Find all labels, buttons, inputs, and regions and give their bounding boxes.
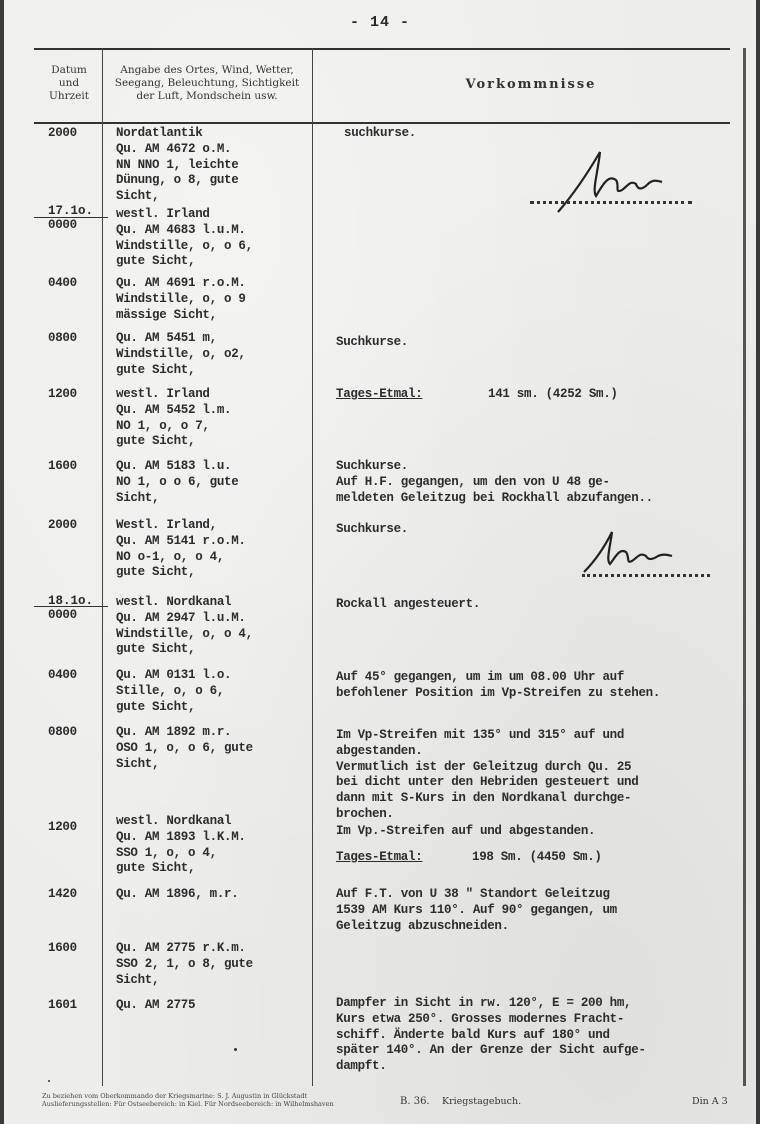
ink-speck: [48, 1080, 50, 1082]
signature-dotted-line: [582, 574, 710, 577]
entry-event: Dampfer in Sicht in rw. 120°, E = 200 hm, Kurs etwa 250°. Grosses modernes Fracht- schiff. Änderte bald Kurs auf 180° und später 140°. An der Grenze der Sicht aufge- dampft.: [336, 996, 646, 1074]
entry-event: Auf F.T. von U 38 " Standort Geleitzug 1539 AM Kurs 110°. Auf 90° gegangen, um Geleitzug abzuschneiden.: [336, 887, 617, 933]
entry-time: 1200: [48, 820, 77, 834]
signature-dotted-line: [530, 201, 692, 204]
ink-speck: [234, 1048, 237, 1051]
entry-time: 1600: [48, 459, 77, 473]
page-number: - 14 -: [349, 14, 410, 31]
entry-time: 0000: [48, 218, 77, 232]
entry-time: 1600: [48, 941, 77, 955]
entry-event: suchkurse.: [344, 126, 417, 140]
footer-title: Kriegstagebuch.: [442, 1096, 522, 1107]
entry-event: Rockall angesteuert.: [336, 597, 481, 611]
entry-time: 1601: [48, 998, 77, 1012]
entry-time: 2000: [48, 518, 77, 532]
entry-place: Qu. AM 2775: [116, 998, 196, 1012]
entry-place: westl. Nordkanal Qu. AM 1893 l.K.M. SSO 1, o, o 4, gute Sicht,: [116, 814, 246, 876]
date-marker: 17.1o.: [48, 204, 94, 218]
header-place-column: Angabe des Ortes, Wind, Wetter, Seegang, Beleuchtung, Sichtigkeit der Luft, Mondschein usw.: [114, 64, 300, 102]
entry-place: Qu. AM 5451 m, Windstille, o, o2, gute Sicht,: [116, 331, 246, 377]
header-date-column: Datum und Uhrzeit: [49, 64, 89, 102]
column-divider-date: [102, 48, 103, 1086]
entry-time: 1420: [48, 887, 77, 901]
table-top-rule: [34, 48, 730, 50]
entry-time: 0400: [48, 668, 77, 682]
entry-event: Suchkurse.: [336, 335, 409, 349]
entry-event: Im Vp.-Streifen auf und abgestanden.: [336, 824, 596, 838]
entry-time: 0800: [48, 725, 77, 739]
entry-place: Westl. Irland, Qu. AM 5141 r.o.M. NO o-1, o, o 4, gute Sicht,: [116, 518, 246, 580]
entry-place: Qu. AM 2775 r.K.m. SSO 2, 1, o 8, gute Sicht,: [116, 941, 253, 987]
entry-place: Qu. AM 1896, m.r.: [116, 887, 239, 901]
daily-run-label: Tages-Etmal:: [336, 387, 423, 401]
entry-time: 0400: [48, 276, 77, 290]
header-bottom-rule: [34, 122, 730, 124]
footer-publisher-note: Zu beziehen vom Oberkommando der Kriegsmarine: S. J. Augustin in Glückstadt Auslieferungsstellen: Für Ostseebereich: in Kiel. Für Nordseebereich: in Wilhelmshaven: [42, 1092, 334, 1108]
date-rule: [34, 606, 108, 607]
entry-event: Suchkurse.: [336, 522, 409, 536]
entry-event: Auf 45° gegangen, um im um 08.00 Uhr auf befohlener Position im Vp-Streifen zu stehen.: [336, 670, 661, 700]
footer-paper-size: Din A 3: [692, 1096, 728, 1107]
header-events-column: Vorkommnisse: [465, 77, 597, 92]
daily-run-label: Tages-Etmal:: [336, 850, 423, 864]
entry-place: Qu. AM 4691 r.o.M. Windstille, o, o 9 mässige Sicht,: [116, 276, 246, 322]
entry-place: Qu. AM 0131 l.o. Stille, o, o 6, gute Sicht,: [116, 668, 232, 714]
entry-time: 2000: [48, 126, 77, 140]
entry-place: Qu. AM 5183 l.u. NO 1, o o 6, gute Sicht,: [116, 459, 239, 505]
signature-mark: [580, 528, 680, 578]
entry-time: 1200: [48, 387, 77, 401]
entry-place: westl. Irland Qu. AM 4683 l.u.M. Windstille, o, o 6, gute Sicht,: [116, 207, 253, 269]
entry-event: Im Vp-Streifen mit 135° und 315° auf und abgestanden. Vermutlich ist der Geleitzug durch Qu. 25 bei dicht unter den Hebriden gesteuert und dann mit S-Kurs in den Nordkanal durchge- brochen.: [336, 728, 639, 821]
column-divider-place: [312, 48, 313, 1086]
entry-event: Suchkurse. Auf H.F. gegangen, um den von U 48 ge- meldeten Geleitzug bei Rockhall abzufangen..: [336, 459, 653, 505]
daily-run-value: 198 Sm. (4450 Sm.): [472, 850, 602, 864]
entry-place: Qu. AM 1892 m.r. OSO 1, o, o 6, gute Sicht,: [116, 725, 253, 771]
signature-mark: [552, 146, 672, 218]
logbook-page: [4, 0, 756, 1124]
entry-place: Nordatlantik Qu. AM 4672 o.M. NN NNO 1, leichte Dünung, o 8, gute Sicht,: [116, 126, 239, 204]
footer-form-number: B. 36.: [400, 1096, 430, 1107]
entry-time: 0000: [48, 608, 77, 622]
entry-place: westl. Nordkanal Qu. AM 2947 l.u.M. Windstille, o, o 4, gute Sicht,: [116, 595, 253, 657]
date-marker: 18.1o.: [48, 594, 94, 608]
entry-place: westl. Irland Qu. AM 5452 l.m. NO 1, o, o 7, gute Sicht,: [116, 387, 232, 449]
daily-run-value: 141 sm. (4252 Sm.): [488, 387, 618, 401]
entry-time: 0800: [48, 331, 77, 345]
